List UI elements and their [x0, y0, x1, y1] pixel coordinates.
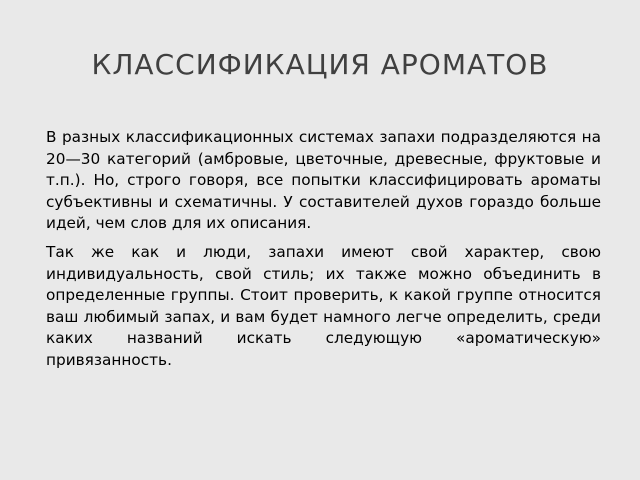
slide-title: КЛАССИФИКАЦИЯ АРОМАТОВ — [91, 48, 549, 81]
slide-body — [46, 127, 601, 379]
paragraph-1: В разных классификационных системах запахи подразделяются на 20—30 категорий (амбровые, цветочные, древесные, фруктовые и т.п.). Но, строго говоря, все попытки классифицировать ароматы субъективны и схематичны. У составителей духов гораздо больше идей, чем слов для их описания. — [46, 128, 601, 233]
paragraph-2: Так же как и люди, запахи имеют свой характер, свою индивидуальность, свой стиль; их также можно объединить в определенные группы. Стоит проверить, к какой группе относится ваш любимый запах, и вам будет намного легче определить, среди каких названий искать следующую «ароматическую» привязанность. — [46, 242, 601, 369]
